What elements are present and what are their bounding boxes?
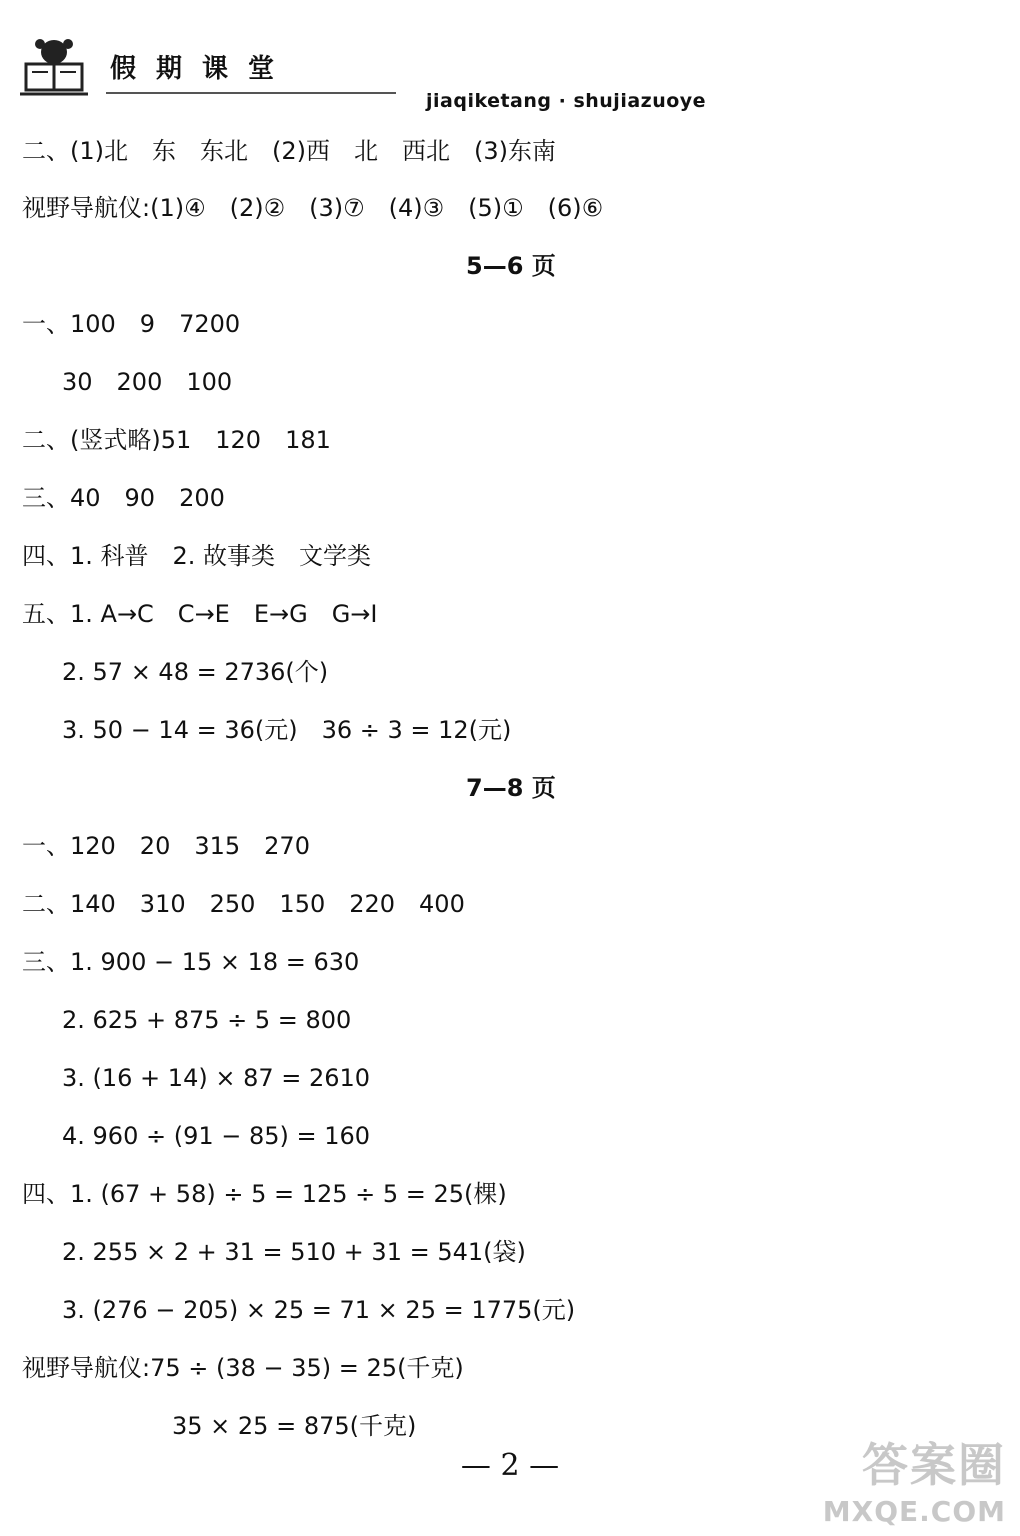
page-number: — 2 —: [460, 1448, 560, 1483]
answer-line: 三、1. 900 − 15 × 18 = 630: [22, 948, 360, 976]
answer-line: 2. 57 × 48 = 2736(个): [62, 658, 329, 686]
answer-line: 一、120 20 315 270: [22, 832, 310, 860]
header-rule: [106, 92, 396, 94]
watermark-logo: 答案圈: [862, 1438, 1006, 1492]
answer-line: 五、1. A→C C→E E→G G→I: [22, 600, 378, 628]
answer-line: 30 200 100: [62, 368, 233, 396]
answer-line: 二、140 310 250 150 220 400: [22, 890, 465, 918]
section-heading: 5—6 页: [466, 252, 556, 280]
answer-line: 二、(竖式略)51 120 181: [22, 426, 331, 454]
page-header: [18, 28, 778, 138]
reading-child-logo-icon: [18, 28, 90, 98]
answer-line: 2. 625 + 875 ÷ 5 = 800: [62, 1006, 352, 1034]
answer-line: 一、100 9 7200: [22, 310, 241, 338]
answer-line: 四、1. (67 + 58) ÷ 5 = 125 ÷ 5 = 25(棵): [22, 1180, 507, 1208]
answer-line: 2. 255 × 2 + 31 = 510 + 31 = 541(袋): [62, 1238, 526, 1266]
brand-title: 假期课堂: [110, 54, 295, 84]
answer-line: 35 × 25 = 875(千克): [172, 1412, 417, 1440]
answer-line: 三、40 90 200: [22, 484, 225, 512]
answer-line: 视野导航仪:75 ÷ (38 − 35) = 25(千克): [22, 1354, 464, 1382]
answer-line: 四、1. 科普 2. 故事类 文学类: [22, 542, 372, 570]
answer-line: 3. (16 + 14) × 87 = 2610: [62, 1064, 371, 1092]
answer-line: 3. 50 − 14 = 36(元) 36 ÷ 3 = 12(元): [62, 716, 512, 744]
watermark-url: MXQE.COM: [822, 1495, 1006, 1528]
section-heading: 7—8 页: [466, 774, 556, 802]
answer-line: 3. (276 − 205) × 25 = 71 × 25 = 1775(元): [62, 1296, 576, 1324]
watermark: [823, 1429, 1006, 1528]
header-subtitle: jiaqiketang · shujiazuoye: [426, 90, 707, 112]
answer-line: 4. 960 ÷ (91 − 85) = 160: [62, 1122, 371, 1150]
answer-line: 视野导航仪:(1)④ (2)② (3)⑦ (4)③ (5)① (6)⑥: [22, 194, 604, 222]
answer-line: 二、(1)北 东 东北 (2)西 北 西北 (3)东南: [22, 137, 556, 165]
